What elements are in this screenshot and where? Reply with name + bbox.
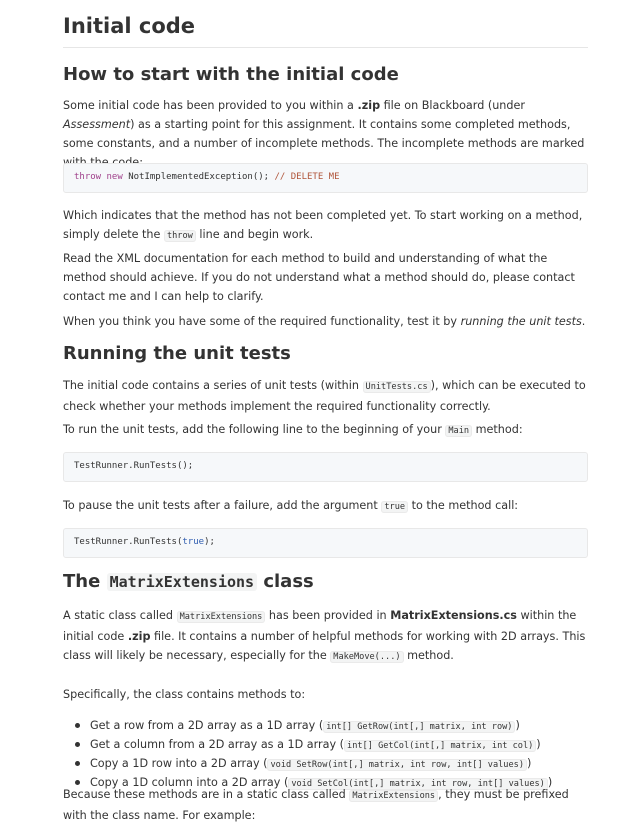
list-item: Copy a 1D row into a 2D array ( void SetRow(int[,] matrix, int row, int[] values) ) [63,755,588,774]
list-item: Get a column from a 2D array as a 1D array ( int[] GetCol(int[,] matrix, int col) ) [63,736,588,755]
inline-code: true [381,501,408,513]
method-list [63,717,588,793]
code-block-throw: throw new NotImplementedException(); // DELETE ME [63,163,588,193]
inline-code: int[] GetCol(int[,] matrix, int col) [344,740,536,752]
page-title: Initial code [63,14,196,38]
paragraph-xml-docs: Read the XML documentation for each method to build and understanding of what the method should achieve. If you do not understand what a method should do, please contact contact me and I can help to clarify. [63,252,575,303]
paragraph-pause-tests: To pause the unit tests after a failure, add the argument true to the method call: [63,499,519,512]
paragraph-matrix-extensions-intro: A static class called MatrixExtensions has been provided in MatrixExtensions.cs within the initial code .zip file. It contains a number of helpful methods for working with 2D arrays. This class will likely be necessary, especially for the MakeMove(...) method. [63,609,586,662]
paragraph-delete-throw: Which indicates that the method has not been completed yet. To start working on a method, simply delete the throw line and begin work. [63,209,583,241]
title-divider [63,47,588,48]
list-item: Copy a 1D column into a 2D array ( void SetCol(int[,] matrix, int row, int[] values) ) [63,774,588,793]
zip-label: .zip [357,99,381,112]
section-heading-initial-code: How to start with the initial code [63,64,399,85]
paragraph-specifically: Specifically, the class contains methods to: [63,688,306,701]
paragraph-run-tests: To run the unit tests, add the following line to the beginning of your Main method: [63,423,523,436]
paragraph-unit-tests-intro: The initial code contains a series of unit tests (within UnitTests.cs ), which can be executed to check whether your methods implement the required functionality correctly. [63,379,586,413]
inline-code: MatrixExtensions [349,790,438,802]
code-block-runtests: TestRunner.RunTests(); [63,452,588,482]
paragraph-initial-code-intro: Some initial code has been provided to you within a .zip file on Blackboard (under Assessment) as a starting point for this assignment. It contains some completed methods, some constants, and a number of incomplete methods. The incomplete methods are marked [63,99,585,150]
inline-code: MatrixExtensions [177,611,266,623]
paragraph-test-it: When you think you have some of the required functionality, test it by running the unit tests. [63,315,586,328]
paragraph-prefix-class-name: Because these methods are in a static class called MatrixExtensions , they must be prefixed with the class name. For example: [63,788,569,822]
inline-code: UnitTests.cs [363,381,431,393]
inline-code: void SetRow(int[,] matrix, int row, int[] values) [267,759,527,771]
inline-code: Main [445,425,472,437]
inline-code: void SetCol(int[,] matrix, int row, int[] values) [288,778,548,790]
code-block-runtests-true: TestRunner.RunTests(true); [63,528,588,558]
section-heading-matrix-extensions: The MatrixExtensions class [63,571,314,592]
section-heading-unit-tests: Running the unit tests [63,343,291,364]
heading-code: MatrixExtensions [107,573,258,591]
inline-code: MakeMove(...) [330,651,403,663]
inline-code: throw [164,230,196,242]
inline-code: int[] GetRow(int[,] matrix, int row) [323,721,515,733]
list-item: Get a row from a 2D array as a 1D array ( int[] GetRow(int[,] matrix, int row) ) [63,717,588,736]
